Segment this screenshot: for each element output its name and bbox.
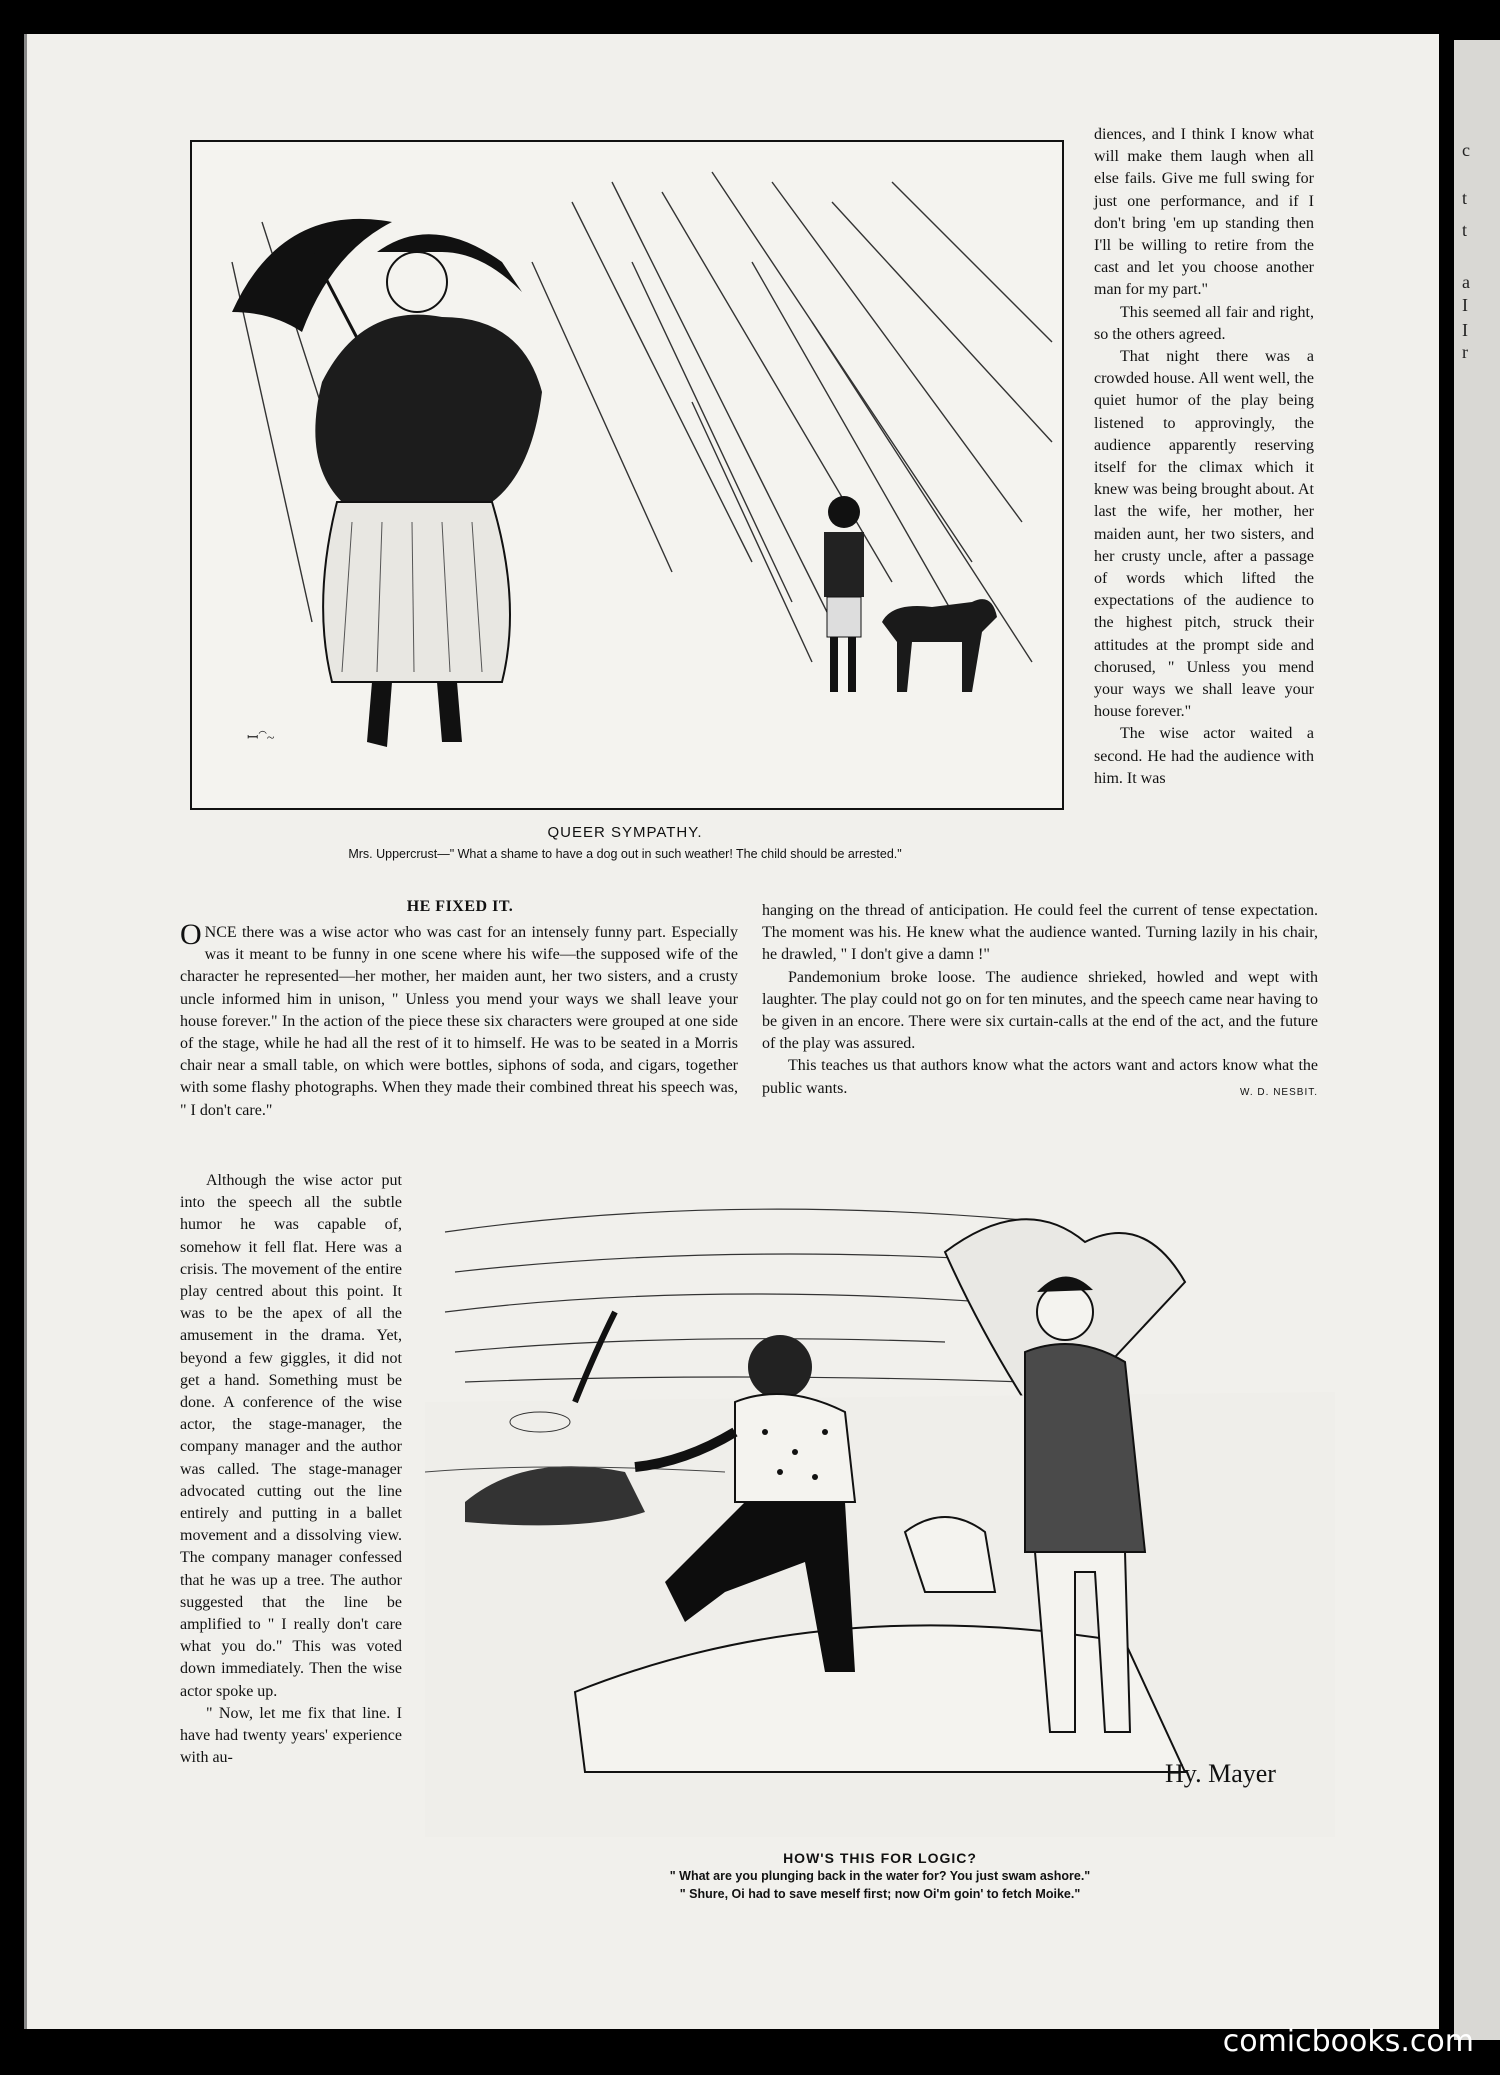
story-paragraph: hanging on the thread of anticipation. He could feel the current of tense expectation. The moment was his. He knew what the audience wanted. Turning lazily in his chair, he drawled, " I don't give a damn !": [762, 902, 1318, 964]
logic-cartoon-drawing: [425, 1172, 1335, 1837]
story-paragraph: This teaches us that authors know what the actors want and actors know what the public wants.: [762, 1057, 1318, 1097]
story-paragraph: Pandemonium broke loose. The audience shrieked, howled and wept with laughter. The play could not go on for ten minutes, and the speech came near having to be given in an encore. There were six curtain-calls at the end of the act, and the future of the play was assured.: [762, 968, 1318, 1053]
svg-text:Hy. Mayer: Hy. Mayer: [1165, 1759, 1276, 1788]
story-column-middle: [762, 900, 1318, 1104]
story-column-left-narrow: [180, 1170, 402, 1769]
site-watermark: comicbooks.com: [1222, 2024, 1474, 2059]
cartoon1-caption: Mrs. Uppercrust—" What a shame to have a dog out in such weather! The child should be arrested.": [348, 847, 902, 861]
story-paragraph: The wise actor waited a second. He had the audience with him. It was: [1094, 725, 1314, 787]
adjacent-page-edge: c t t a I I r: [1454, 40, 1500, 2040]
drop-cap: O: [180, 918, 202, 951]
story-paragraph: " Now, let me fix that line. I have had twenty years' experience with au-: [180, 1704, 402, 1767]
cartoon2-caption-line1: " What are you plunging back in the water for? You just swam ashore.": [669, 1869, 1091, 1883]
byline: W. D. NESBIT.: [1239, 1086, 1318, 1098]
story-column-right-top: [1094, 124, 1314, 790]
svg-text:ꟷ⁀~: ꟷ⁀~: [247, 731, 275, 746]
cartoon2-caption-line2: " Shure, Oi had to save meself first; now Oi'm goin' to fetch Moike.": [679, 1887, 1081, 1901]
queer-sympathy-illustration: [190, 140, 1064, 810]
story-paragraph: This seemed all fair and right, so the others agreed.: [1094, 303, 1314, 343]
cartoon1-title: QUEER SYMPATHY.: [547, 824, 703, 841]
story-paragraph: diences, and I think I know what will make them laugh when all else fails. Give me full swing for just one performance, and if I don't bring 'em up standing then I'll be willing to retire from the cast and let you choose another man for my part.": [1094, 126, 1314, 299]
story-paragraph: Although the wise actor put into the speech all the subtle humor he was capable of, somehow it fell flat. Here was a crisis. The movement of the entire play centred about this point. It was to be the apex of all the amusement in the drama. Yet, beyond a few giggles, it did not get a hand. Something must be done. A conference of the wise actor, the stage-manager, the company manager and the author was called. The stage-manager advocated cutting out the line entirely and putting in a ballet movement and a dissolving view. The company manager confessed that he was up a tree. The author suggested that the line be amplified to " I really don't care what you do." This was voted down immediately. Then the wise actor spoke up.: [180, 1172, 402, 1700]
cartoon2-title: HOW'S THIS FOR LOGIC?: [783, 1850, 977, 1866]
story-heading: HE FIXED IT.: [406, 898, 514, 915]
storm-cartoon-drawing: [192, 142, 1062, 808]
story-paragraph: That night there was a crowded house. All went well, the quiet humor of the play being listened to approvingly, the audience apparently reserving itself for the climax which it knew was being brought about. At last the wife, her mother, her maiden aunt, her two sisters, and her crusty uncle, after a passage of words which lifted the expectations of the audience to the highest pitch, struck their attitudes at the prompt side and chorused, " Unless you mend your ways we shall leave your house forever.": [1094, 348, 1314, 721]
story-paragraph: NCE there was a wise actor who was cast for an intensely funny part. Especially was it meant to be funny in one scene where his wife—the supposed wife of the character he represented—her mother, her maiden aunt, her two sisters, and a crusty uncle informed him in unison, " Unless you mend your ways we shall leave your house forever." In the action of the piece these six characters were grouped at one side of the stage, while he had all the rest of it to himself. He was to be seated in a Morris chair near a small table, on which were bottles, siphons of soda, and cigars, together with some flashy photographs. When they made their combined threat his speech was, " I don't care.": [180, 924, 738, 1119]
story-column-left-top: [180, 918, 738, 1122]
